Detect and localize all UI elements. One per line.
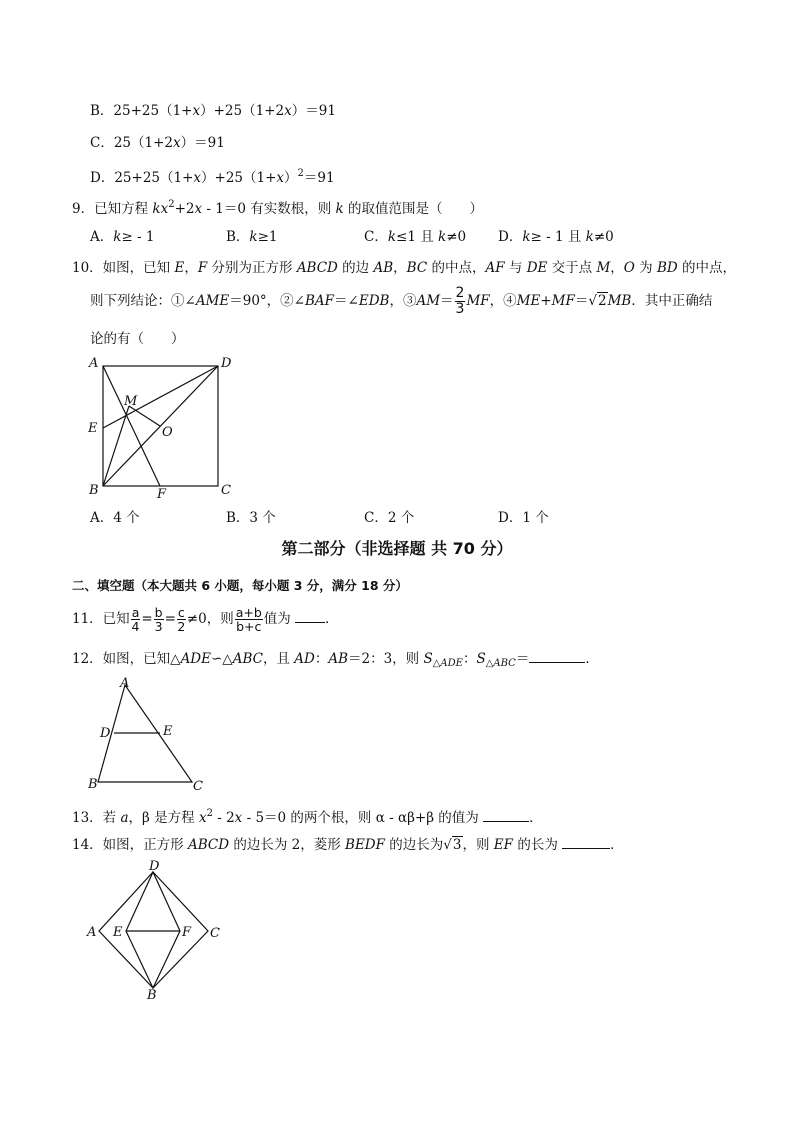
label-a: A <box>87 925 97 940</box>
label-e: E <box>113 925 123 940</box>
q9-stem: 9．已知方程 $kx^2+2x - 1=0$ 有实数根，则 k 的取值范围是（ ） <box>72 199 483 217</box>
label-d: D <box>149 859 160 874</box>
q10-option-a: A．4 个 <box>90 510 140 526</box>
part2-title: 第二部分（非选择题 共 70 分） <box>281 539 513 558</box>
label-c: C <box>210 926 220 941</box>
q10-option-c: C．2 个 <box>364 510 415 526</box>
label-f: F <box>182 925 192 940</box>
q8-option-c: C．25（1+2x）＝91 <box>90 135 225 151</box>
q11: 11．已知 $\frac{a}{4}$ = $\frac{b}{3}$ = $\frac{c}{2}$ ≠0，则 $\frac{a+b}{b+c}$ 值为 ． <box>72 605 339 634</box>
label-b: B <box>147 988 157 1003</box>
label-o: O <box>162 425 173 440</box>
fraction-a-4: $\frac{a}{4}$ <box>131 605 140 634</box>
label-m: M <box>124 394 138 409</box>
label-a: A <box>89 356 99 371</box>
q12-answer-blank[interactable] <box>529 650 585 663</box>
q10-option-d: D．1 个 <box>498 510 549 526</box>
q14-square-rhombus-figure <box>84 856 234 1006</box>
label-b: B <box>88 777 98 792</box>
fraction-c-2: $\frac{c}{2}$ <box>177 605 186 634</box>
fraction-b-3: $\frac{b}{3}$ <box>154 605 163 634</box>
label-f: F <box>157 487 167 500</box>
q12: 12．如图，已知△ADE∽△ABC，且 AD：AB＝2：3，则 $S_{\triangle ADE}$：$S_{\triangle ABC}=$ ． <box>72 651 599 669</box>
q10-line1: 10．如图，已知 E，F 分别为正方形 ABCD 的边 AB，BC 的中点，AF 与 DE 交于点 M，O 为 BD 的中点， <box>72 260 737 276</box>
label-e: E <box>88 421 98 436</box>
q13-answer-blank[interactable] <box>483 809 529 822</box>
q10-line2: 则下列结论：①∠AME＝90°，②∠BAF＝∠EDB，③AM＝ $\frac{2}{3}$ MF，④ME+MF＝√2MB．其中正确结 <box>90 285 713 317</box>
sqrt-3: √3 <box>443 837 462 853</box>
label-d: D <box>100 726 111 741</box>
label-c: C <box>193 779 203 794</box>
q14: 14．如图，正方形 ABCD 的边长为 2，菱形 BEDF 的边长为√3，则 EF 的长为 ． <box>72 837 624 853</box>
label-d: D <box>221 356 232 371</box>
q9-option-b: B．k≥1 <box>226 229 278 245</box>
q13: 13．若 a，β 是方程 $x^2 - 2x - 5=0$ 的两个根，则 α - αβ+β 的值为 ． <box>72 808 543 826</box>
rhombus-bedf <box>126 872 180 988</box>
fraction-ab-bc: $\frac{a+b}{b+c}$ <box>235 605 262 634</box>
q9-option-c: C．k≤1 且 k≠0 <box>364 229 467 245</box>
q10-square-figure <box>84 352 244 500</box>
q8-option-b: B．25+25（1+x）+25（1+2x）＝91 <box>90 103 336 119</box>
label-a: A <box>120 676 130 691</box>
q11-answer-blank[interactable] <box>295 610 325 623</box>
q10-line3: 论的有（ ） <box>90 331 185 347</box>
fraction-two-thirds: $\frac{2}{3}$ <box>455 285 465 317</box>
label-b: B <box>89 483 99 498</box>
section2-title: 二、填空题（本大题共 6 小题，每小题 3 分，满分 18 分） <box>72 578 408 593</box>
q12-triangle-figure <box>84 672 214 798</box>
sqrt-2: √2 <box>588 293 607 309</box>
q8-option-d: D．$25+25(1+x)+25(1+x)^2=91$ <box>90 168 335 186</box>
q9-option-a: A．k≥ - 1 <box>90 229 155 245</box>
q10-option-b: B．3 个 <box>226 510 276 526</box>
q9-option-d: D．k≥ - 1 且 k≠0 <box>498 229 614 245</box>
q14-answer-blank[interactable] <box>562 836 610 849</box>
label-c: C <box>221 483 231 498</box>
label-e: E <box>163 724 173 739</box>
